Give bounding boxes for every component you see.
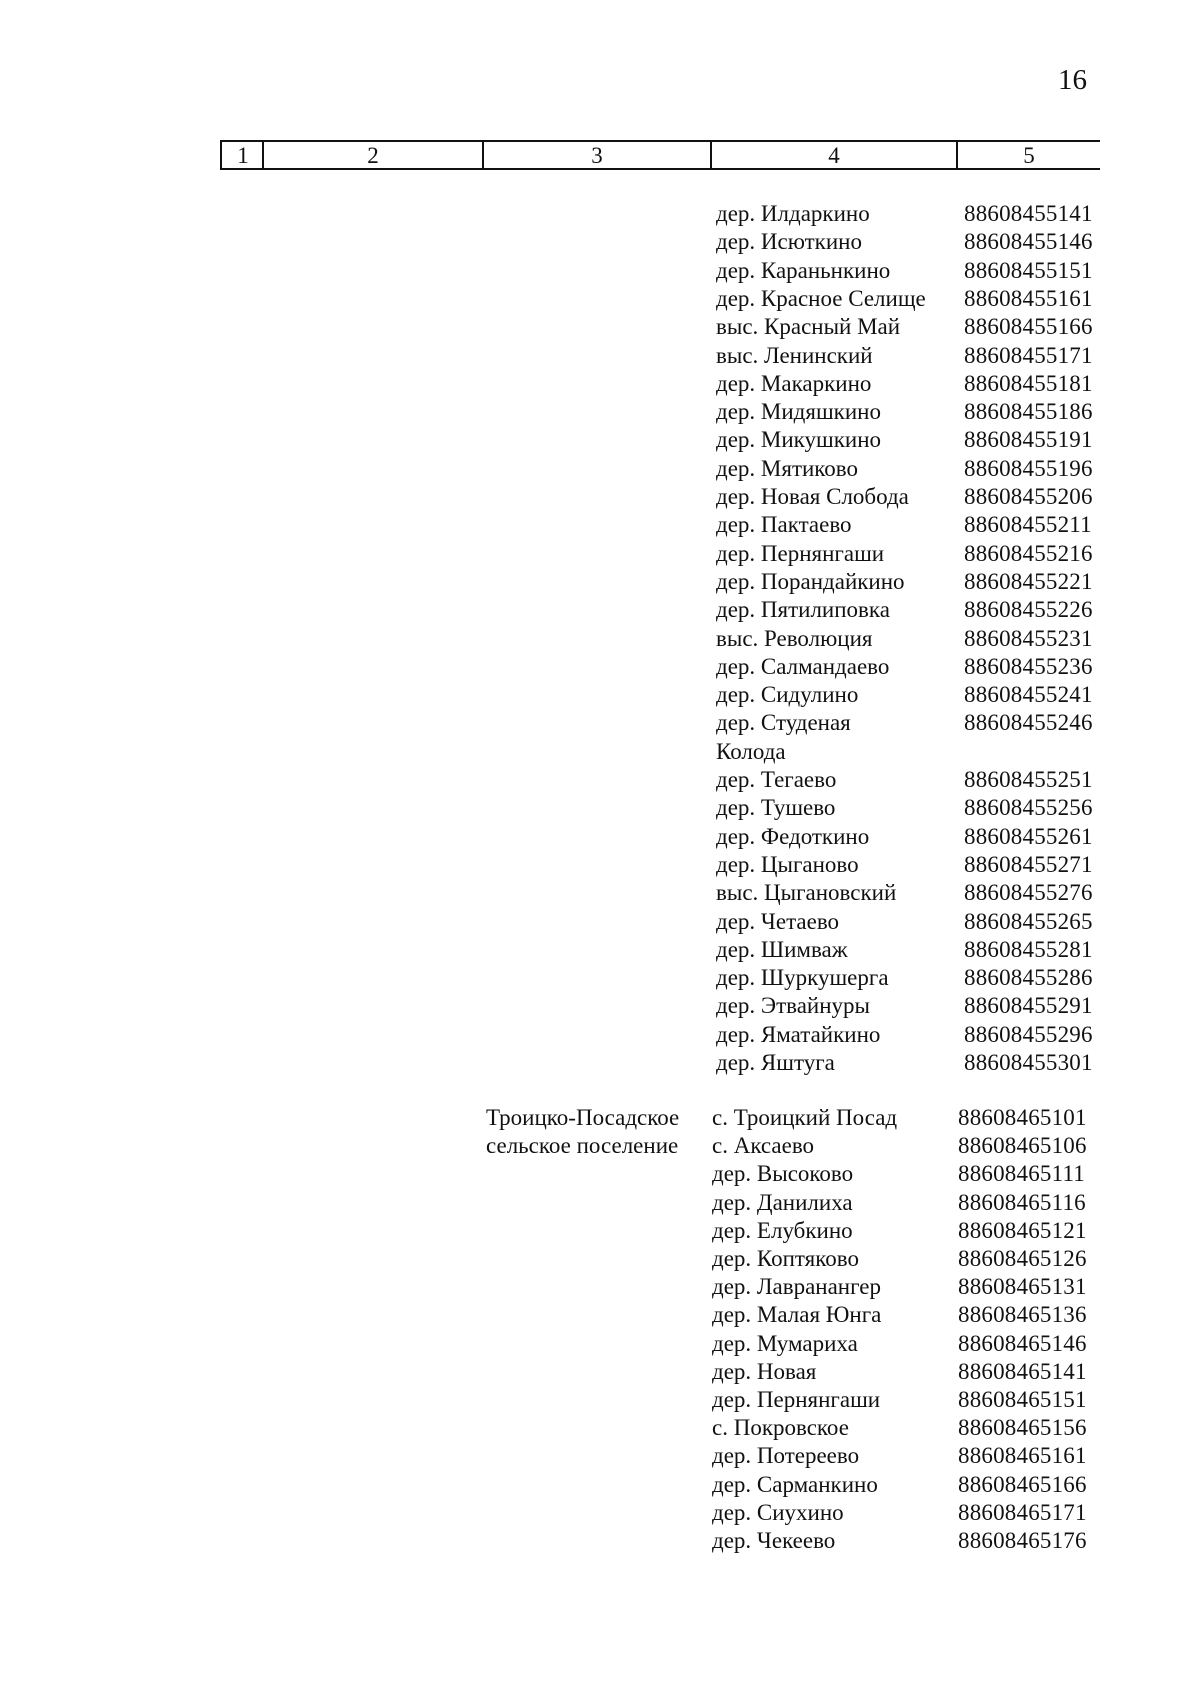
locality-name: дер. Илдаркино <box>716 201 870 226</box>
locality-name: дер. Лавранангер <box>712 1274 881 1300</box>
locality-name: дер. Студеная <box>716 710 851 736</box>
oktmo-code: 88608455146 <box>964 229 1093 255</box>
oktmo-code: 88608455241 <box>964 682 1093 708</box>
oktmo-code: 88608465111 <box>958 1161 1085 1187</box>
oktmo-code: 88608455291 <box>964 993 1093 1019</box>
locality-name: дер. Коптяково <box>712 1246 859 1271</box>
locality-name: дер. Данилиха <box>712 1189 853 1215</box>
locality-name: дер. Сарманкино <box>712 1471 878 1497</box>
locality-name: дер. Мятиково <box>716 455 859 481</box>
oktmo-code: 88608455236 <box>964 653 1093 679</box>
table-header-col-1: 1 <box>220 142 264 168</box>
locality-name: дер. Макаркино <box>716 370 872 396</box>
table-header-col-5: 5 <box>1023 143 1035 168</box>
locality-name: дер. Порандайкино <box>716 568 905 594</box>
locality-name: дер. Красное Селище <box>716 285 926 311</box>
oktmo-code: 88608455265 <box>964 908 1093 934</box>
locality-name: дер. Пернянгаши <box>712 1387 881 1412</box>
locality-name: дер. Федоткино <box>716 823 870 849</box>
oktmo-code: 88608465176 <box>958 1528 1087 1553</box>
oktmo-code: 88608455161 <box>964 285 1093 311</box>
oktmo-code: 88608455211 <box>964 512 1092 538</box>
oktmo-code: 88608455191 <box>964 427 1093 453</box>
oktmo-code: 88608455181 <box>964 370 1093 396</box>
locality-name: дер. Новая Слобода <box>716 484 909 509</box>
locality-name: дер. Пернянгаши <box>716 540 885 566</box>
locality-name: выс. Революция <box>716 625 873 651</box>
oktmo-code: 88608455256 <box>964 795 1093 821</box>
locality-name: дер. Исюткино <box>716 229 862 255</box>
table-header-col-3: 3 <box>591 143 603 168</box>
oktmo-code: 88608465136 <box>958 1302 1087 1328</box>
page-number: 16 <box>1058 64 1087 96</box>
locality-name: с. Аксаево <box>712 1133 815 1159</box>
oktmo-code: 88608455251 <box>964 767 1093 792</box>
oktmo-code: 88608455166 <box>964 314 1093 340</box>
locality-name: дер. Шимваж <box>716 936 848 962</box>
oktmo-code: 88608455221 <box>964 568 1093 594</box>
locality-name: Колода <box>716 738 786 764</box>
locality-name: выс. Красный Май <box>716 314 901 340</box>
locality-name: дер. Малая Юнга <box>712 1302 882 1328</box>
oktmo-code: 88608455276 <box>964 880 1093 906</box>
oktmo-code: 88608455226 <box>964 597 1093 623</box>
oktmo-code: 88608455206 <box>964 484 1093 509</box>
oktmo-code: 88608465116 <box>958 1189 1086 1215</box>
oktmo-code: 88608465106 <box>958 1133 1087 1159</box>
locality-name: с. Покровское <box>712 1415 849 1441</box>
oktmo-code: 88608455231 <box>964 625 1093 651</box>
locality-name: дер. Пятилиповка <box>716 597 890 623</box>
oktmo-code: 88608455216 <box>964 540 1093 566</box>
locality-name: дер. Высоково <box>712 1161 854 1187</box>
locality-name: дер. Цыганово <box>716 851 859 877</box>
oktmo-code: 88608465151 <box>958 1387 1087 1412</box>
locality-name: дер. Потереево <box>712 1443 860 1469</box>
locality-name: дер. Новая <box>712 1358 817 1384</box>
locality-name: дер. Этвайнуры <box>716 993 870 1019</box>
oktmo-code: 88608465146 <box>958 1330 1087 1356</box>
locality-name: дер. Пактаево <box>716 512 852 538</box>
locality-name: дер. Тушево <box>716 795 836 821</box>
oktmo-code: 88608465156 <box>958 1415 1087 1441</box>
oktmo-code: 88608455151 <box>964 257 1093 283</box>
table-header-col-2: 2 <box>367 143 379 168</box>
oktmo-code: 88608465131 <box>958 1274 1087 1300</box>
locality-name: дер. Чекеево <box>712 1528 836 1553</box>
locality-name: дер. Яштуга <box>716 1050 835 1075</box>
oktmo-code: 88608455301 <box>964 1050 1093 1075</box>
oktmo-code: 88608465161 <box>958 1443 1087 1469</box>
oktmo-code: 88608465126 <box>958 1246 1087 1271</box>
locality-name: дер. Четаево <box>716 908 840 934</box>
locality-name: дер. Тегаево <box>716 767 837 792</box>
oktmo-code: 88608455281 <box>964 936 1093 962</box>
oktmo-code: 88608465101 <box>958 1105 1087 1130</box>
oktmo-code: 88608455261 <box>964 823 1093 849</box>
oktmo-code: 88608465121 <box>958 1217 1087 1243</box>
oktmo-code: 88608455286 <box>964 965 1093 991</box>
table-header-col-4: 4 <box>828 143 840 168</box>
oktmo-code: 88608455271 <box>964 851 1093 877</box>
oktmo-code: 88608465171 <box>958 1499 1087 1525</box>
locality-name: дер. Сидулино <box>716 682 859 708</box>
locality-name: дер. Микушкино <box>716 427 882 453</box>
settlement-name-line-2: сельское поселение <box>486 1133 679 1158</box>
oktmo-code: 88608465166 <box>958 1471 1087 1497</box>
locality-name: дер. Сиухино <box>712 1499 844 1525</box>
locality-name: дер. Шуркушерга <box>716 965 889 991</box>
locality-name: дер. Мидяшкино <box>716 399 881 425</box>
locality-name: выс. Цыгановский <box>716 880 897 906</box>
locality-name: с. Троицкий Посад <box>712 1105 898 1130</box>
oktmo-code: 88608465141 <box>958 1358 1087 1384</box>
oktmo-code: 88608455171 <box>964 342 1093 368</box>
oktmo-code: 88608455141 <box>964 201 1093 226</box>
oktmo-code: 88608455186 <box>964 399 1093 425</box>
locality-name: выс. Ленинский <box>716 342 873 368</box>
locality-name: дер. Мумариха <box>712 1330 858 1356</box>
oktmo-code: 88608455296 <box>964 1021 1093 1047</box>
locality-name: дер. Салмандаево <box>716 653 890 679</box>
locality-name: дер. Яматайкино <box>716 1021 881 1047</box>
settlement-name-line-1: Троицко-Посадское <box>486 1105 680 1130</box>
oktmo-code: 88608455246 <box>964 710 1093 736</box>
oktmo-code: 88608455196 <box>964 455 1093 481</box>
locality-name: дер. Караньнкино <box>716 257 891 283</box>
locality-name: дер. Елубкино <box>712 1217 853 1243</box>
